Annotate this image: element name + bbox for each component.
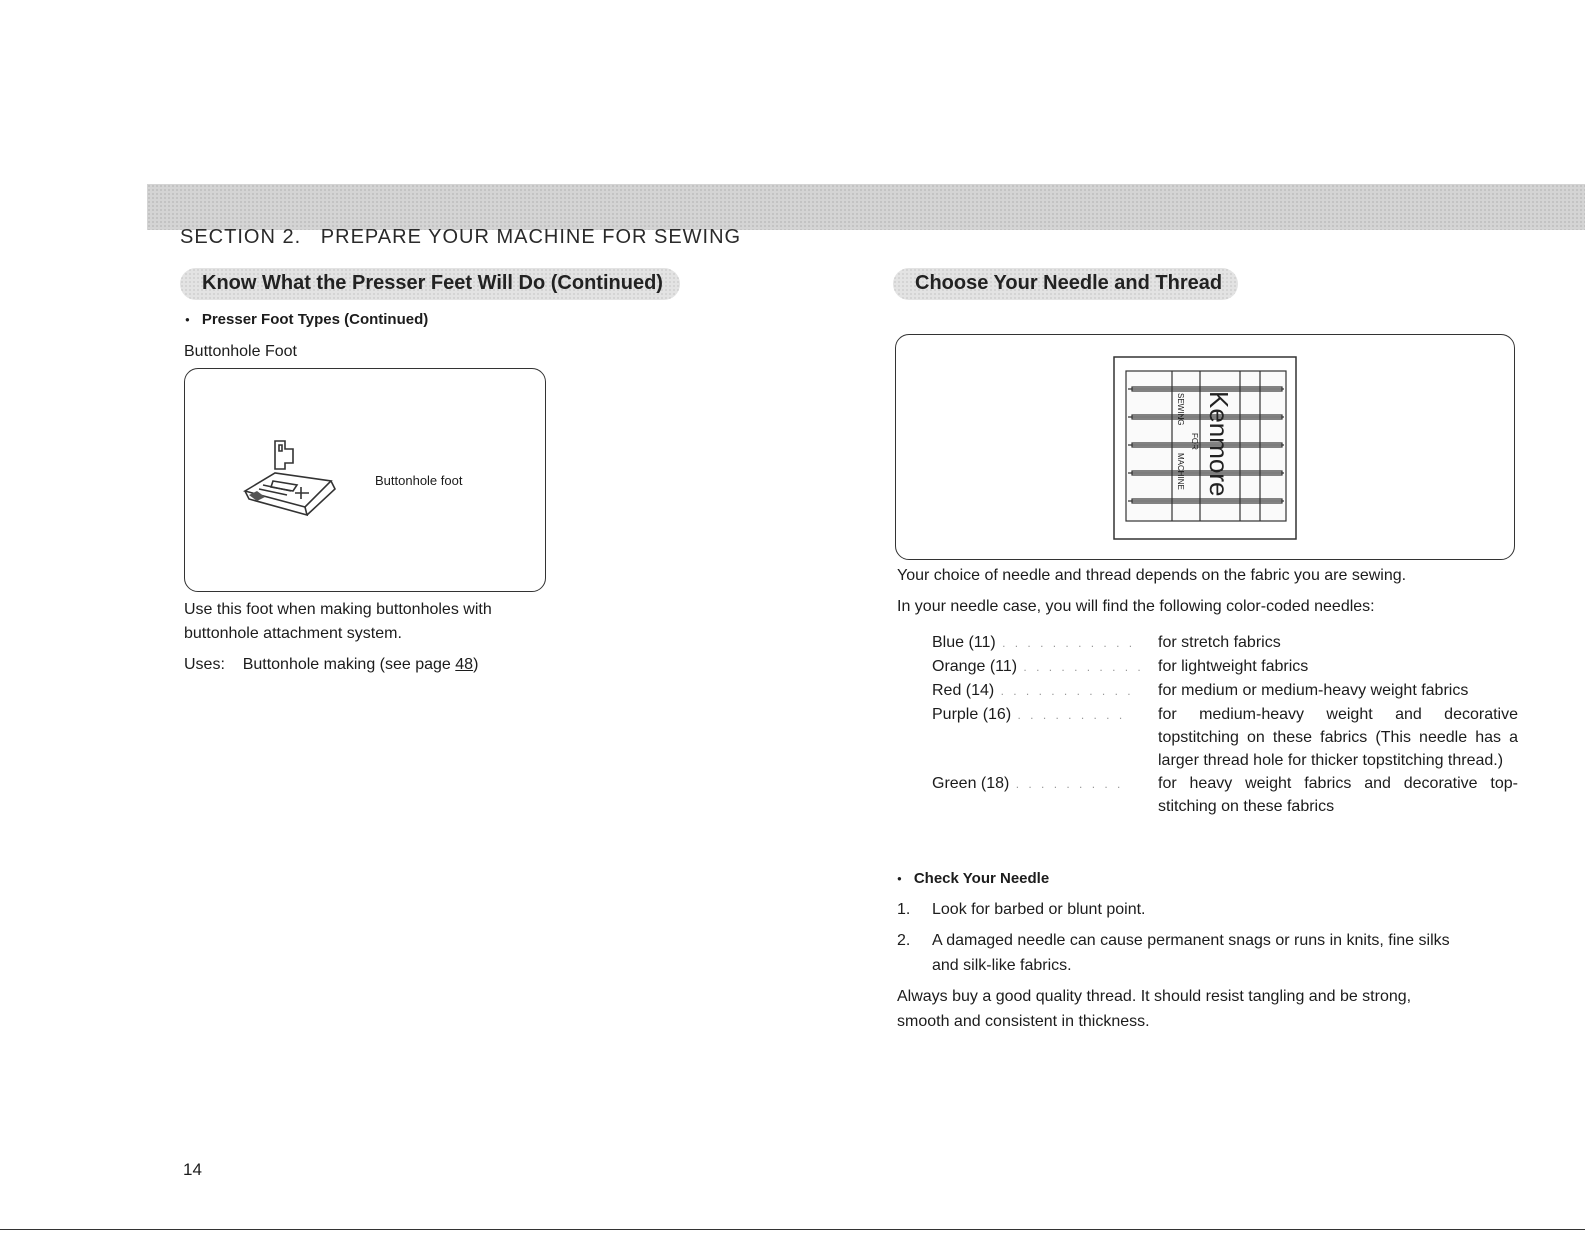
buttonhole-foot-figure xyxy=(184,368,546,592)
step-2-line-2: and silk-like fabrics. xyxy=(932,957,1072,974)
step-2-line-1: A damaged needle can cause permanent snags or runs in knits, fine silks xyxy=(932,932,1450,949)
case-sub-1: SEWING xyxy=(1176,393,1185,426)
buttonhole-foot-illustration xyxy=(235,429,365,519)
needle-label: Red (14) xyxy=(932,682,995,699)
needle-label: Purple (16) xyxy=(932,706,1012,723)
step-1-num: 1. xyxy=(897,901,911,918)
section-header-band xyxy=(147,184,1585,230)
needle-row: Blue (11) . . . . . . . . . . . for stretch fabrics xyxy=(932,631,1518,655)
needle-row: Purple (16) . . . . . . . . . for medium-heavy weight and decorative topstitching on these fabrics (This needle has a larger thread hole for thicker topstitching thread.) xyxy=(932,703,1518,772)
right-heading-pill xyxy=(893,268,1238,300)
uses-line xyxy=(184,656,478,674)
closing-line-2: smooth and consistent in thickness. xyxy=(897,1013,1150,1030)
needle-row: Orange (11) . . . . . . . . . . for lightweight fabrics xyxy=(932,655,1518,679)
check-needle-heading: ● Check Your Needle xyxy=(897,870,1049,887)
desc-line-2: buttonhole attachment system. xyxy=(184,625,402,642)
needle-desc: for lightweight fabrics xyxy=(1158,658,1309,675)
needle-desc: for stretch fabrics xyxy=(1158,634,1281,651)
left-heading-pill xyxy=(180,268,680,300)
presser-foot-types-heading: ● Presser Foot Types (Continued) xyxy=(185,311,428,328)
section-header: SECTION 2. PREPARE YOUR MACHINE FOR SEWING xyxy=(180,226,742,248)
needle-label: Blue (11) xyxy=(932,634,996,651)
needle-desc: for medium-heavy weight and decorative topstitching on these fabrics (This needle has a larger thread hole for thicker topstitching thread.) xyxy=(1158,706,1518,769)
right-heading: Choose Your Needle and Thread xyxy=(915,272,1223,294)
left-heading: Know What the Presser Feet Will Do (Continued) xyxy=(202,272,663,294)
buttonhole-foot-title: Buttonhole Foot xyxy=(184,343,297,360)
needle-label: Orange (11) xyxy=(932,658,1018,675)
needle-list xyxy=(932,631,1518,818)
step-1-text: Look for barbed or blunt point. xyxy=(932,901,1146,918)
closing-line-1: Always buy a good quality thread. It should resist tangling and be strong, xyxy=(897,988,1412,1005)
case-brand: Kenmore xyxy=(1204,391,1234,497)
needle-desc: for medium or medium-heavy weight fabrics xyxy=(1158,682,1469,699)
case-sub-2: MACHINE xyxy=(1176,453,1185,490)
case-sub-3: FOR xyxy=(1190,433,1199,450)
uses-text: Buttonhole making (see page xyxy=(242,656,456,673)
needle-case-figure xyxy=(895,334,1515,560)
uses-page-link[interactable]: 48 xyxy=(455,656,474,673)
needle-label: Green (18) xyxy=(932,775,1010,792)
needle-row: Red (14) . . . . . . . . . . . for medium or medium-heavy weight fabrics xyxy=(932,679,1518,703)
uses-close: ) xyxy=(473,656,479,673)
desc-line-1: Use this foot when making buttonholes with xyxy=(184,601,492,618)
needle-row: Green (18) . . . . . . . . . for heavy weight fabrics and decorative top-stitching on these fabrics xyxy=(932,772,1518,818)
buttonhole-foot-callout: Buttonhole foot xyxy=(375,473,463,488)
step-2-num: 2. xyxy=(897,932,911,949)
page-bottom-rule xyxy=(0,1229,1585,1230)
needle-case-illustration xyxy=(1110,353,1300,543)
intro-line-2: In your needle case, you will find the following color-coded needles: xyxy=(897,598,1375,615)
page-number: 14 xyxy=(183,1160,202,1179)
uses-label: Uses: xyxy=(184,656,225,673)
needle-desc: for heavy weight fabrics and decorative top-stitching on these fabrics xyxy=(1158,775,1518,815)
intro-line-1: Your choice of needle and thread depends on the fabric you are sewing. xyxy=(897,567,1407,584)
